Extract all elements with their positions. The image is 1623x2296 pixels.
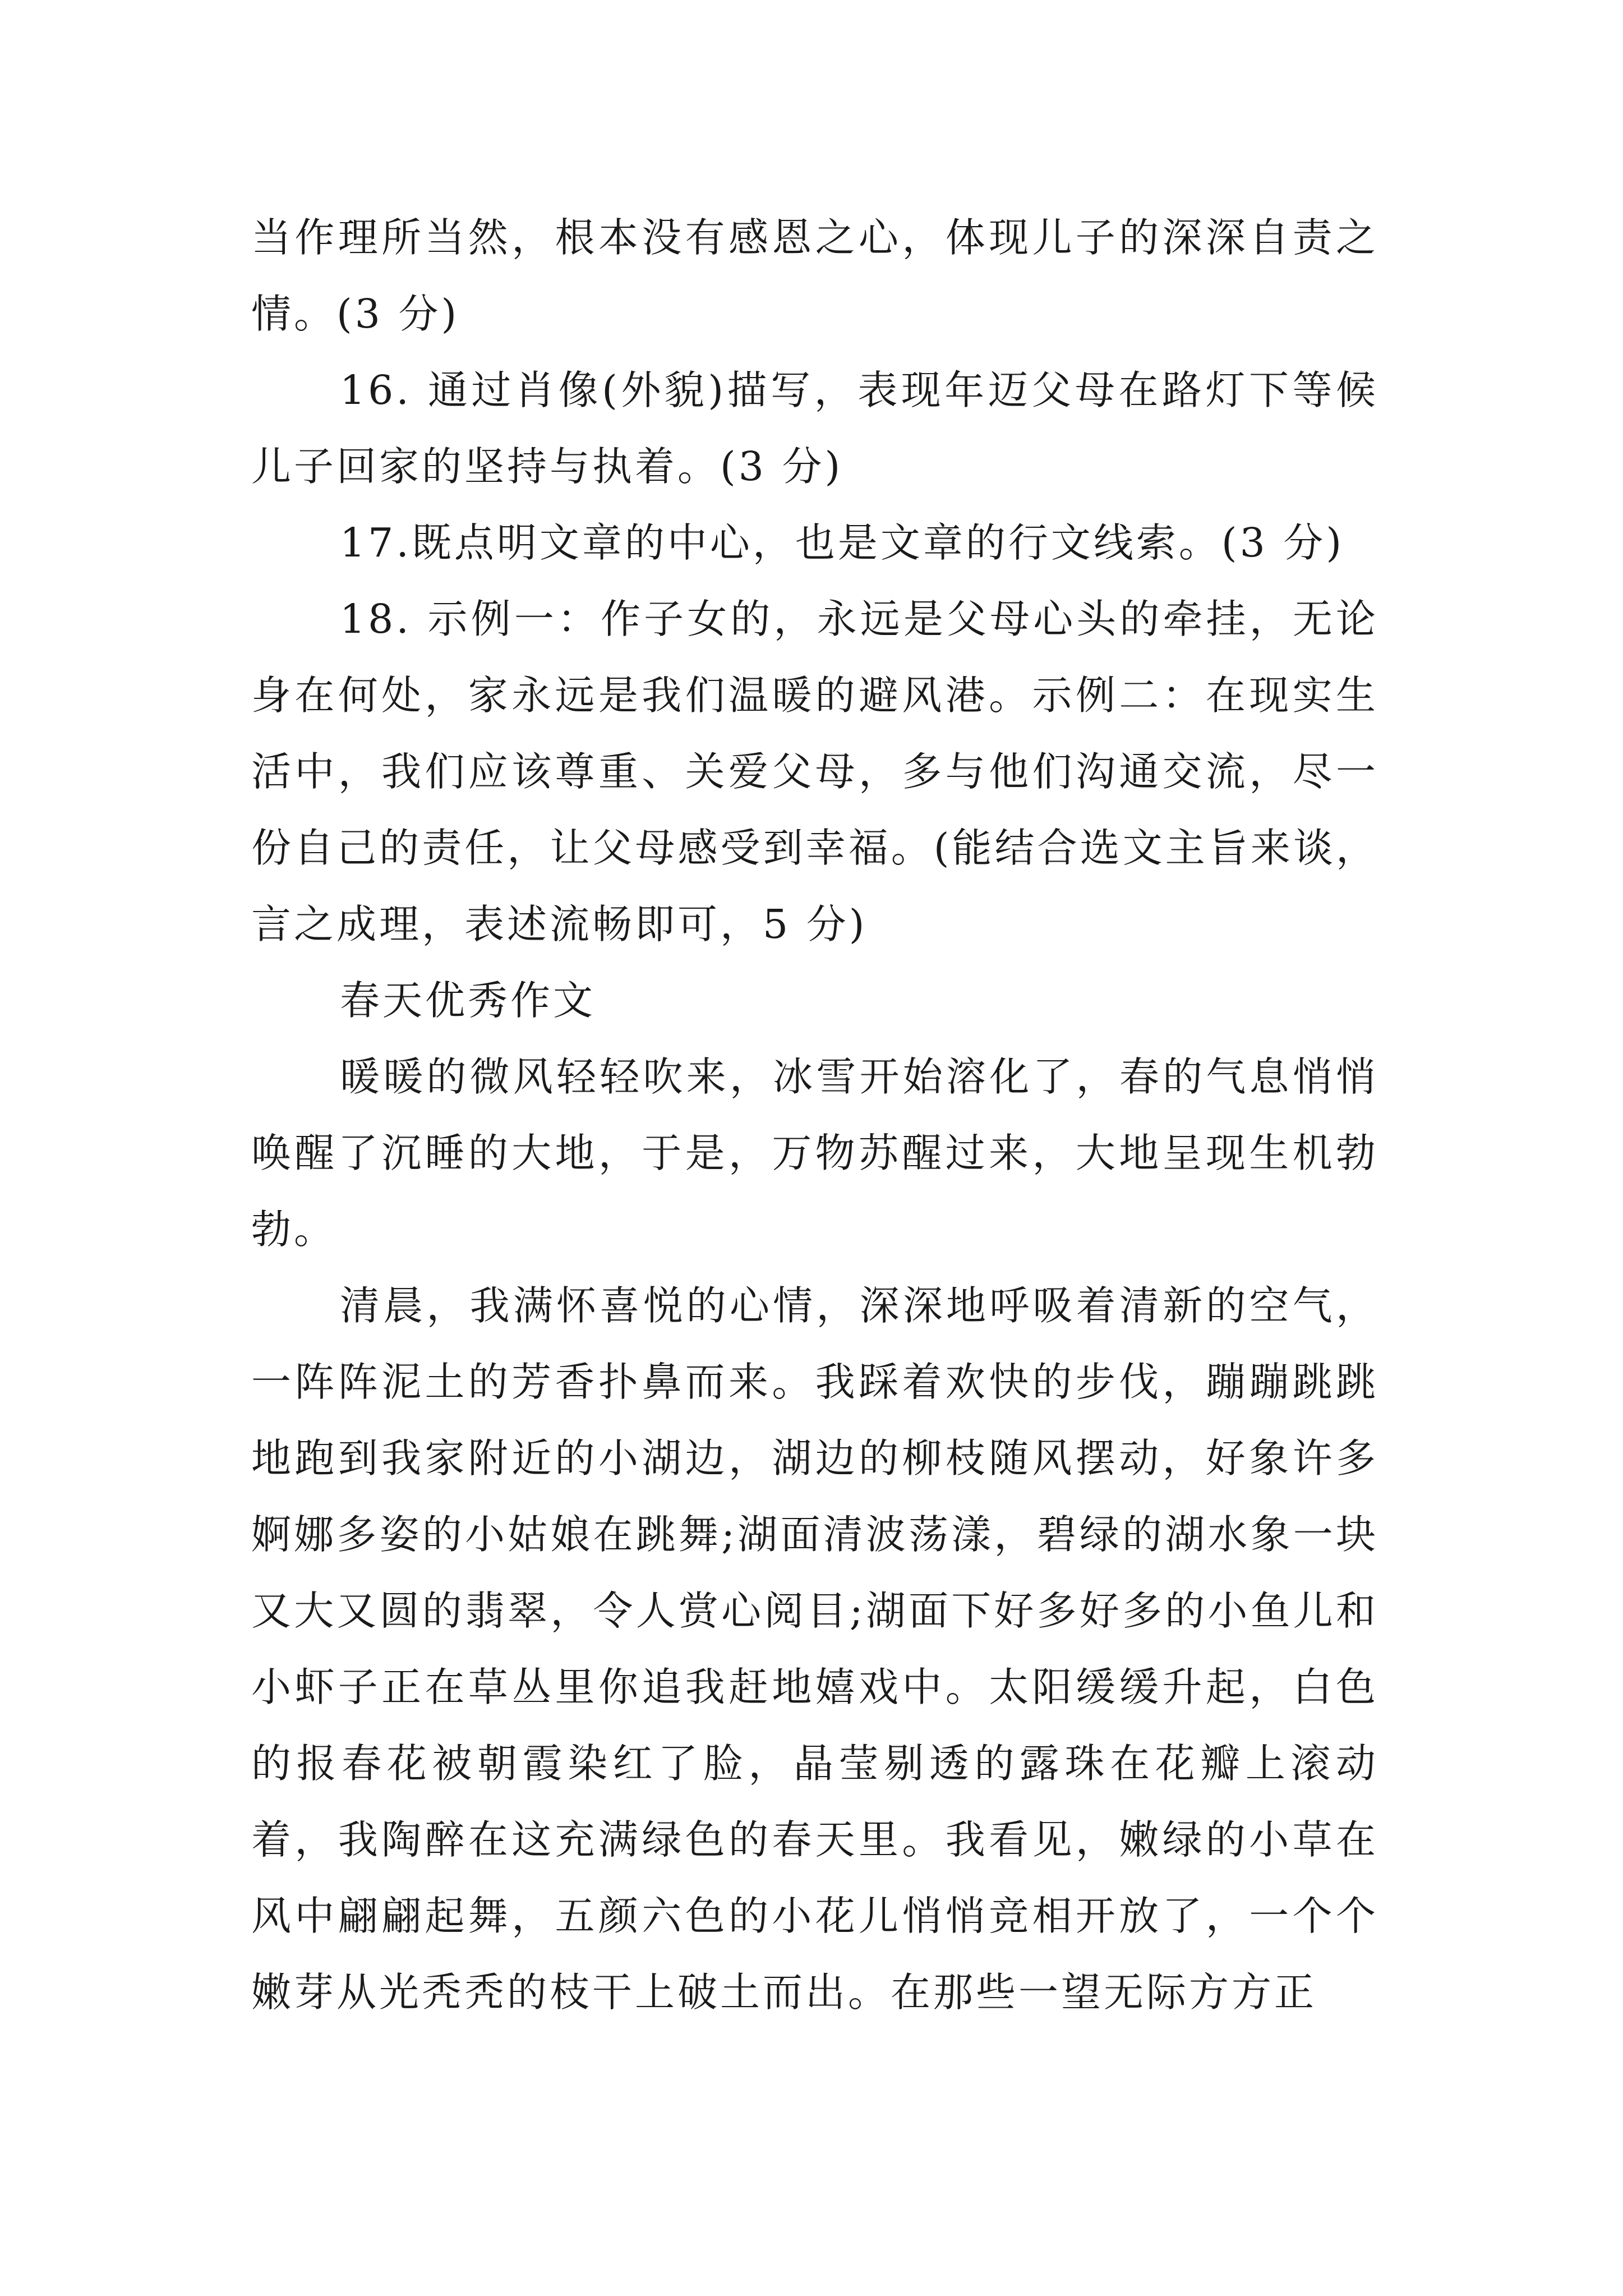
answer-paragraph-16: 16. 通过肖像(外貌)描写，表现年迈父母在路灯下等候儿子回家的坚持与执着。(3 分) <box>251 367 1378 490</box>
answer-paragraph-15-cont: 当作理所当然，根本没有感恩之心，体现儿子的深深自责之情。(3 分) <box>251 214 1378 337</box>
answer-paragraph-18: 18. 示例一：作子女的，永远是父母心头的牵挂，无论身在何处，家永远是我们温暖的避风港。示例二：在现实生活中，我们应该尊重、关爱父母，多与他们沟通交流，尽一份自己的责任，让父母感受到幸福。(能结合选文主旨来谈，言之成理，表述流畅即可，5 分) <box>251 596 1378 947</box>
document-body <box>251 200 1378 2031</box>
essay-title: 春天优秀作文 <box>340 977 596 1024</box>
essay-paragraph: 暖暖的微风轻轻吹来，冰雪开始溶化了，春的气息悄悄唤醒了沉睡的大地，于是，万物苏醒过来，大地呈现生机勃勃。 <box>251 1053 1378 1253</box>
answer-paragraph-17: 17.既点明文章的中心，也是文章的行文线索。(3 分) <box>340 519 1345 566</box>
essay-paragraph: 清晨，我满怀喜悦的心情，深深地呼吸着清新的空气，一阵阵泥土的芳香扑鼻而来。我踩着欢快的步伐，蹦蹦跳跳地跑到我家附近的小湖边，湖边的柳枝随风摆动，好象许多婀娜多姿的小姑娘在跳舞;湖面清波荡漾，碧绿的湖水象一块又大又圆的翡翠，令人赏心阅目;湖面下好多好多的小鱼儿和小虾子正在草丛里你追我赶地嬉戏中。太阳缓缓升起，白色的报春花被朝霞染红了脸，晶莹剔透的露珠在花瓣上滚动着，我陶醉在这充满绿色的春天里。我看见，嫩绿的小草在风中翩翩起舞，五颜六色的小花儿悄悄竞相开放了，一个个嫩芽从光秃秃的枝干上破土而出。在那些一望无际方方正 <box>251 1282 1378 2016</box>
